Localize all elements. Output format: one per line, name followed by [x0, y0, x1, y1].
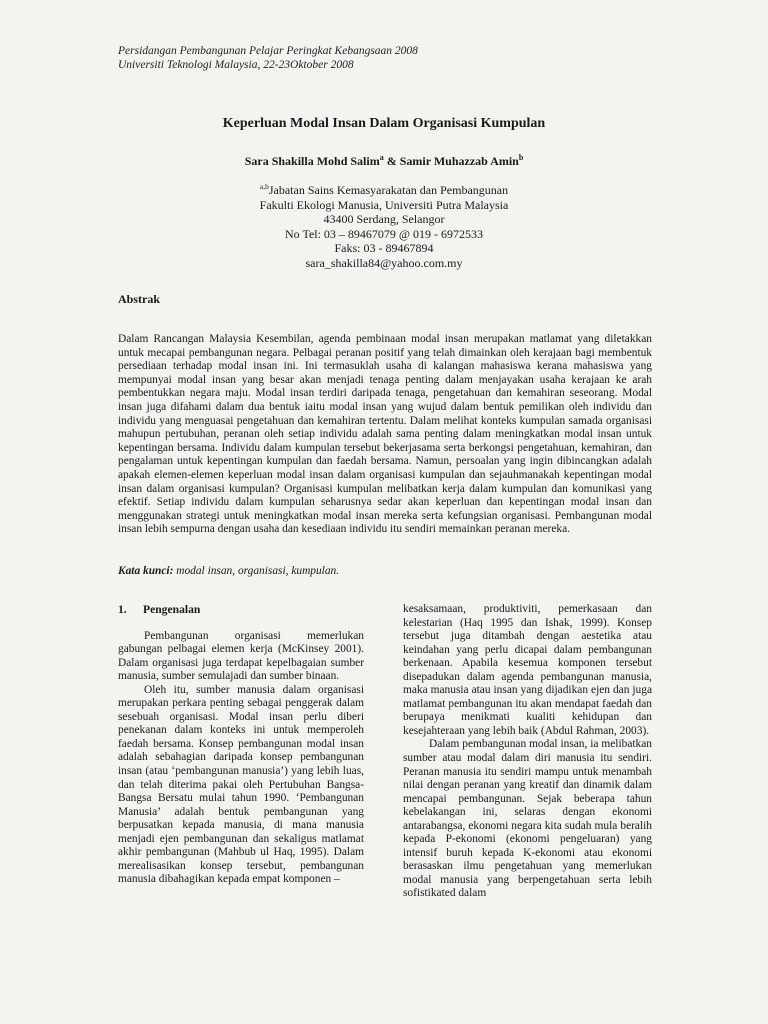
author-1-sup: a — [379, 153, 384, 162]
affiliation-block — [0, 180, 768, 271]
left-column — [118, 603, 364, 887]
author-2: Samir Muhazzab Amin — [399, 154, 519, 168]
affiliation-department: Jabatan Sains Kemasyarakatan dan Pembangunan — [268, 183, 509, 197]
body-paragraph-1: Pembangunan organisasi memerlukan gabungan pelbagai elemen kerja (McKinsey 2001). Dalam organisasi juga terdapat kepelbagaian sumber manusia, sumber semulajadi dan sumber binaan. — [118, 629, 364, 683]
section-heading — [118, 603, 364, 617]
affiliation-faculty: Fakulti Ekologi Manusia, Universiti Putra Malaysia — [259, 197, 509, 212]
author-line — [0, 153, 768, 169]
conference-name: Persidangan Pembangunan Pelajar Peringkat Kebangsaan 2008 — [118, 45, 418, 57]
body-paragraph-3: Dalam pembangunan modal insan, ia melibatkan sumber atau modal dalam diri manusia itu sendiri. Peranan manusia itu sendiri mampu untuk menambah nilai dengan peranan yang kreatif dan dinamik dalam mencapai pembangunan. Sejak beberapa tahun kebelakangan ini, selaras dengan ekonomi antarabangsa, ekonomi negara kita sudah mula beralih kepada P-ekonomi (ekonomi pengeluaran) yang intensif buruh kepada K-ekonomi atau ekonomi berasaskan ilmu pengetahuan yang memerlukan modal manusia yang berpengetahuan serta lebih sofistikated dalam — [403, 738, 652, 900]
author-2-sup: b — [518, 153, 524, 162]
affiliation-sup: a,b — [259, 182, 269, 191]
keywords-label: Kata kunci: — [118, 565, 174, 577]
author-separator: & — [383, 154, 400, 168]
affiliation-email: sara_shakilla84@yahoo.com.my — [305, 255, 463, 270]
affiliation-address: 43400 Serdang, Selangor — [323, 212, 445, 227]
affiliation-fax: Faks: 03 - 89467894 — [334, 241, 434, 256]
keywords-line — [118, 565, 339, 577]
right-column — [403, 603, 652, 901]
affiliation-phone: No Tel: 03 – 89467079 @ 019 - 6972533 — [285, 226, 483, 241]
abstract-heading: Abstrak — [118, 292, 161, 306]
section-title: Pengenalan — [143, 603, 201, 616]
conference-venue: Universiti Teknologi Malaysia, 22-23Oktober 2008 — [118, 59, 354, 71]
body-paragraph-2: Oleh itu, sumber manusia dalam organisasi merupakan perkara penting sebagai penggerak dalam sesebuah organisasi. Modal insan perlu diberi penekanan dalam konteks ini untuk memperoleh faedah bersama. Konsep pembangunan modal insan adalah sebahagian daripada konsep pembangunan insan (atau ‘pembangunan manusia’) yang lebih luas, dan telah diterima pakai oleh Pertubuhan Bangsa-Bangsa Bersatu mulai tahun 1990. ‘Pembangunan Manusia’ adalah bentuk pembangunan yang berpusatkan kepada manusia, di mana manusia menjadi ejen pembangunan dan sekaligus matlamat akhir pembangunan (Mahbub ul Haq, 1995). Dalam merealisasikan konsep tersebut, pembangunan manusia dibahagikan kepada empat komponen – — [118, 683, 364, 886]
paper-title: Keperluan Modal Insan Dalam Organisasi Kumpulan — [222, 116, 546, 131]
body-paragraph-continued: kesaksamaan, produktiviti, pemerkasaan dan kelestarian (Haq 1995 dan Ishak, 1999). Konsep tersebut juga ditambah dengan aestetika atau keindahan yang perlu dicapai dalam pembangunan berkenaan. Apabila kesemua komponen tersebut disepadukan dalam agenda pembangunan manusia, maka manusia atau insan yang dijadikan ejen dan juga matlamat pembangunan itu akan mendapat faedah dan berupaya menikmati kualiti kehidupan dan kesejahteraan yang lebih baik (Abdul Rahman, 2003). — [403, 603, 652, 737]
section-number: 1. — [118, 603, 127, 616]
conference-header — [118, 44, 418, 72]
author-1: Sara Shakilla Mohd Salim — [244, 154, 380, 168]
keywords-value: modal insan, organisasi, kumpulan. — [173, 565, 340, 577]
abstract-text: Dalam Rancangan Malaysia Kesembilan, agenda pembinaan modal insan merupakan matlamat yang diletakkan untuk mecapai pembangunan negara. Pelbagai peranan positif yang telah dimainkan oleh kerajaan bagi membentuk persediaan terhadap modal insan ini. Ini termasuklah usaha di kalangan mahasiswa kerana mahasiswa yang mempunyai modal insan yang besar akan menjadi tenaga penting dalam menjayakan usaha kerajaan ke arah pembentukkan negara maju. Modal insan terdiri daripada tenaga, pengetahuan dan kemahiran seseorang. Modal insan juga difahami dalam dua bentuk iaitu modal insan yang wujud dalam bentuk pemilikan oleh individu dan individu yang menguasai pengetahuan dan kemahiran tertentu. Dalam melihat konteks kumpulan samada organisasi mahupun pertubuhan, peranan oleh setiap individu adalah sama penting dalam meningkatkan modal insan untuk kepentingan bersama. Individu dalam kumpulan tersebut bekerjasama serta berkongsi pengetahuan, kemahiran, dan pengalaman untuk kepentingan kumpulan dan faedah bersama. Namun, persoalan yang ingin dibincangkan adalah apakah elemen-elemen keperluan modal insan dalam organisasi kumpulan dan sejauhmanakah kepentingan modal insan dalam organisasi kumpulan? Organisasi kumpulan melibatkan kerja dalam kumpulan dan komunikasi yang efektif. Setiap individu dalam kumpulan seharusnya sedar akan keperluan dan kepentingan modal insan dan menggunakan strategi untuk meningkatkan modal insan mereka serta kefungsian organisasi. Pembangunan modal insan lebih sempurna dengan usaha dan kesediaan individu itu sendiri memainkan peranan mereka. — [118, 333, 652, 536]
